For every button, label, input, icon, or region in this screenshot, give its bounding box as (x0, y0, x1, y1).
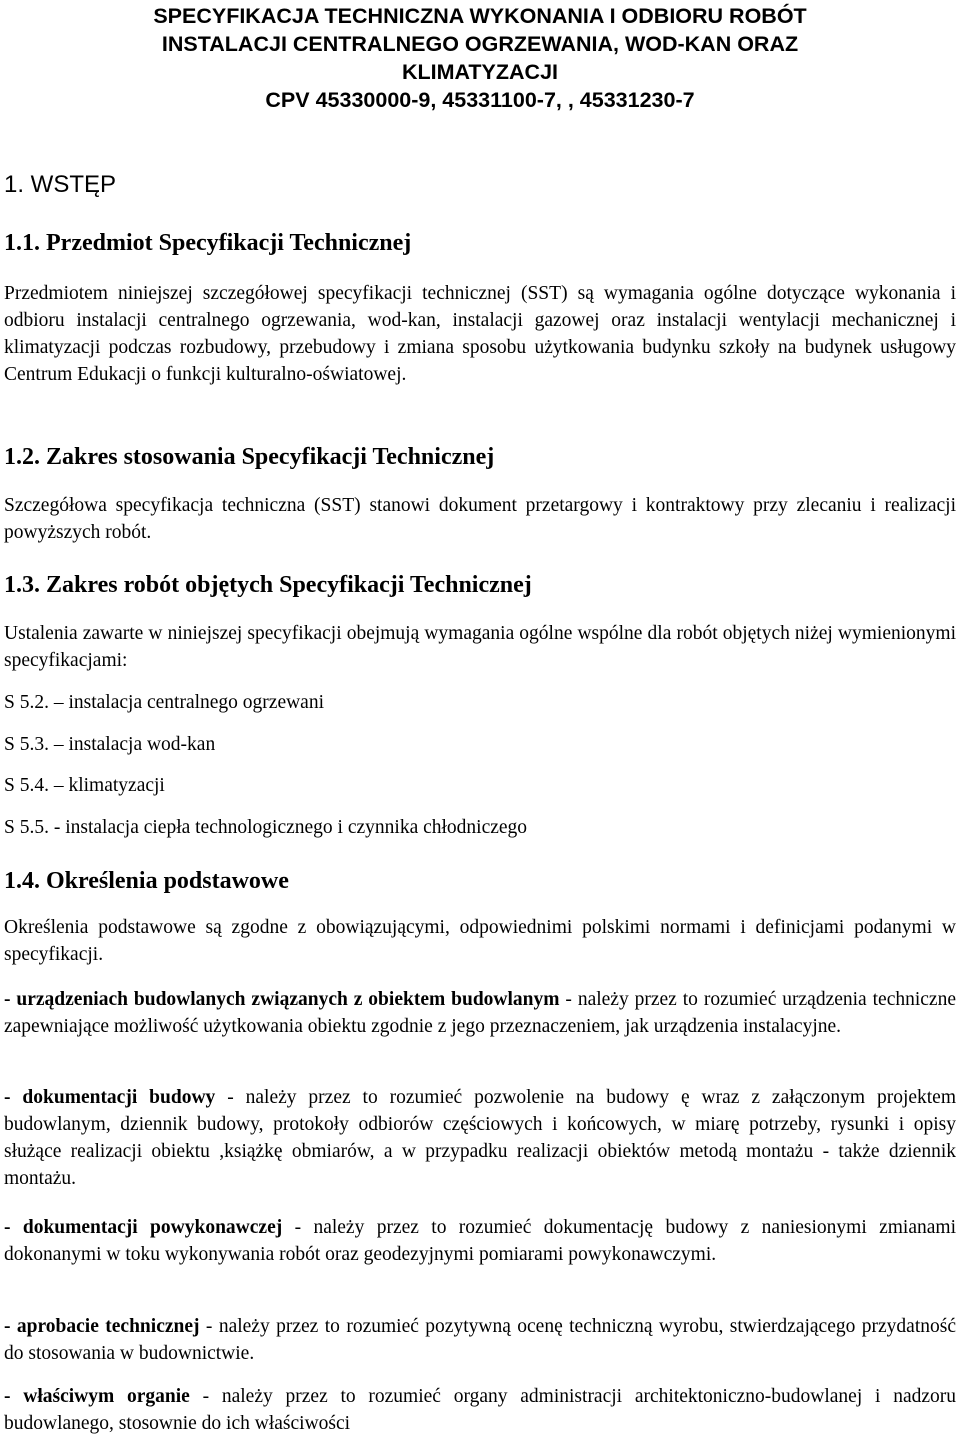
subsection-text-1-3: Ustalenia zawarte w niniejszej specyfikacji obejmują wymagania ogólne wspólne dla robót objętych niżej wymienionymi specyfikacjami: (4, 623, 956, 671)
definition-text: - należy przez to rozumieć dokumentację budowy z naniesionymi zmianami dokonanymi w toku wykonywania robót oraz geodezyjnymi pomiarami powykonawczymi. (4, 1217, 956, 1265)
definition-paragraph (4, 1214, 956, 1268)
spec-list-item: S 5.5. - instalacja ciepła technologicznego i czynnika chłodniczego (4, 817, 528, 838)
definition-paragraph (4, 1313, 956, 1367)
definition-term: - urządzeniach budowlanych związanych z obiektem budowlanym (4, 989, 560, 1010)
subsection-text-1-1: Przedmiotem niniejszej szczegółowej specyfikacji technicznej (SST) są wymagania ogólne dotyczące wykonania i odbioru instalacji centralnego ogrzewania, wod-kan, instalacji gazowej oraz instalacji wentylacji mechanicznej i klimatyzacji podczas rozbudowy, przebudowy i zmiana sposobu użytkowania budynku szkoły na budynek usługowy Centrum Edukacji o funkcji kulturalno-oświatowej. (4, 283, 956, 385)
section-heading-introduction: 1. WSTĘP (4, 171, 117, 198)
definition-term: - dokumentacji powykonawczej (4, 1217, 283, 1238)
subsection-heading-1-4: 1.4. Określenia podstawowe (4, 868, 289, 894)
subsection-intro-1-4: Określenia podstawowe są zgodne z obowiązującymi, odpowiednimi polskimi normami i definicjami podanymi w specyfikacji. (4, 917, 956, 965)
subsection-heading-1-3: 1.3. Zakres robót objętych Specyfikacji Technicznej (4, 572, 532, 598)
document-title (0, 2, 960, 114)
spec-list-item: S 5.4. – klimatyzacji (4, 775, 165, 796)
definition-term: - dokumentacji budowy (4, 1087, 216, 1108)
definition-term: - aprobacie technicznej (4, 1316, 200, 1337)
subsection-heading-1-1: 1.1. Przedmiot Specyfikacji Technicznej (4, 230, 412, 256)
definition-paragraph (4, 1084, 956, 1192)
definition-text: - należy przez to rozumieć pozwolenie na budowy ę wraz z załączonym projektem budowlanym, dziennik budowy, protokoły odbiorów częściowych i końcowych, w miarę potrzeby, rysunki i opisy służące realizacji obiektu ,książkę obmiarów, a w przypadku realizacji obiektów metodą montażu - także dziennik montażu. (4, 1087, 957, 1189)
definition-text: - należy przez to rozumieć organy administracji architektoniczno-budowlanej i nadzoru budowlanego, stosownie do ich właściwości (4, 1386, 957, 1434)
title-line-1: SPECYFIKACJA TECHNICZNA WYKONANIA I ODBIORU ROBÓT (153, 4, 807, 28)
definition-text: - należy przez to rozumieć pozytywną ocenę techniczną wyrobu, stwierdzającego przydatność do stosowania w budownictwie. (4, 1316, 956, 1364)
definition-paragraph (4, 1383, 956, 1437)
subsection-heading-1-2: 1.2. Zakres stosowania Specyfikacji Technicznej (4, 444, 495, 470)
definition-term: - właściwym organie (4, 1386, 190, 1407)
definition-text: - należy przez to rozumieć urządzenia techniczne zapewniające możliwość użytkowania obiektu zgodnie z jego przeznaczeniem, jak urządzenia instalacyjne. (4, 989, 956, 1037)
title-line-4-cpv-codes: CPV 45330000-9, 45331100-7, , 45331230-7 (265, 88, 695, 112)
spec-list-item: S 5.3. – instalacja wod-kan (4, 734, 216, 755)
title-line-3: KLIMATYZACJI (401, 60, 559, 84)
title-line-2: INSTALACJI CENTRALNEGO OGRZEWANIA, WOD-KAN ORAZ (161, 32, 799, 56)
subsection-text-1-2: Szczegółowa specyfikacja techniczna (SST) stanowi dokument przetargowy i kontraktowy przy zlecaniu i realizacji powyższych robót. (4, 495, 956, 543)
spec-list-item: S 5.2. – instalacja centralnego ogrzewani (4, 692, 325, 713)
definition-paragraph (4, 986, 956, 1040)
